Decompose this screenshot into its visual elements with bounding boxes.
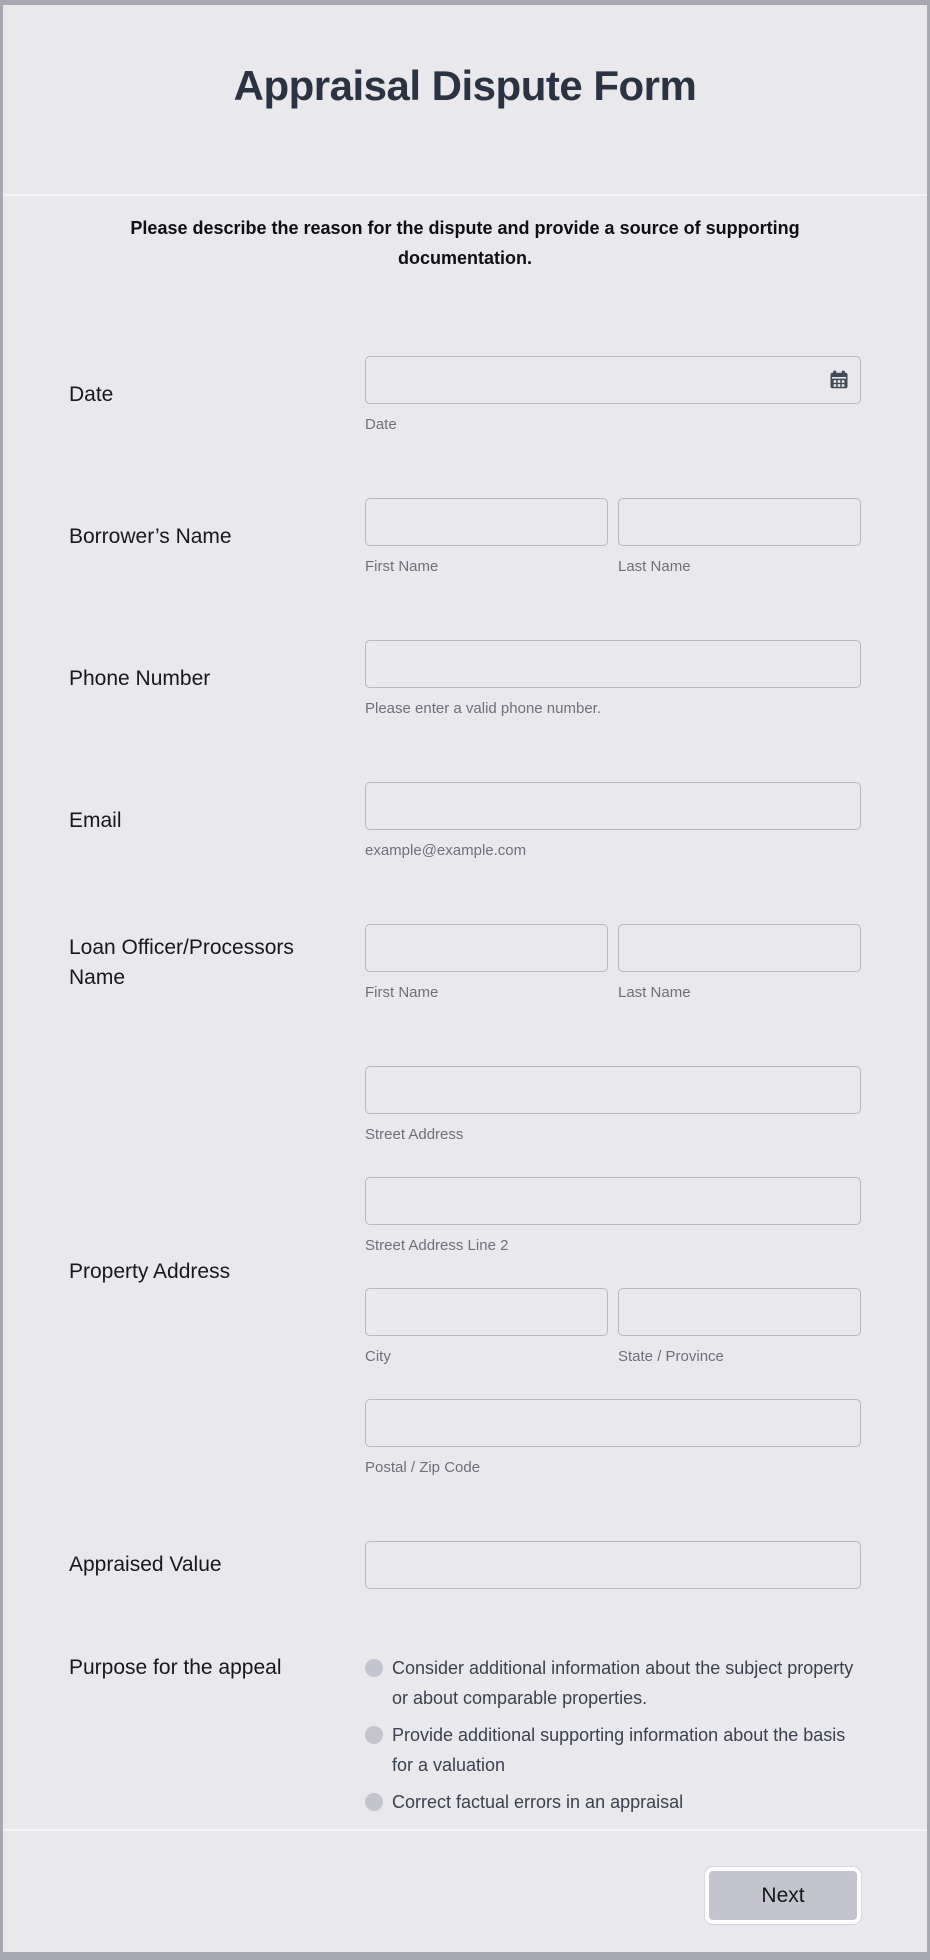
field-row-property-address bbox=[69, 1066, 861, 1477]
next-button[interactable]: Next bbox=[705, 1867, 861, 1924]
purpose-option-2-label: Provide additional supporting information about the basis for a valuation bbox=[392, 1725, 846, 1775]
field-row-purpose bbox=[69, 1653, 861, 1817]
calendar-icon-glyph bbox=[828, 369, 850, 391]
state-province-sublabel: State / Province bbox=[618, 1348, 724, 1365]
city-sublabel: City bbox=[365, 1348, 391, 1365]
appraised-value-label: Appraised Value bbox=[69, 1553, 222, 1576]
purpose-option-1[interactable] bbox=[365, 1653, 861, 1713]
page-title: Appraisal Dispute Form bbox=[233, 62, 697, 109]
state-province-input[interactable] bbox=[618, 1288, 861, 1336]
field-row-phone bbox=[69, 640, 861, 718]
radio-button-icon[interactable] bbox=[365, 1793, 383, 1811]
phone-sublabel: Please enter a valid phone number. bbox=[365, 700, 601, 717]
phone-label: Phone Number bbox=[69, 667, 211, 690]
purpose-option-2[interactable] bbox=[365, 1720, 861, 1780]
form-body bbox=[3, 273, 927, 1817]
purpose-options bbox=[365, 1653, 861, 1817]
field-row-appraised-value bbox=[69, 1541, 861, 1589]
phone-input[interactable] bbox=[365, 640, 861, 688]
date-input[interactable] bbox=[365, 356, 861, 404]
purpose-label: Purpose for the appeal bbox=[69, 1656, 282, 1679]
email-sublabel: example@example.com bbox=[365, 842, 527, 859]
purpose-option-1-label: Consider additional information about the subject property or about comparable properties. bbox=[392, 1658, 854, 1708]
property-address-label: Property Address bbox=[69, 1259, 231, 1283]
field-row-date bbox=[69, 356, 861, 434]
purpose-option-3-label: Correct factual errors in an appraisal bbox=[392, 1792, 684, 1812]
loan-officer-last-name-input[interactable] bbox=[618, 924, 861, 972]
street-address-input[interactable] bbox=[365, 1066, 861, 1114]
email-input[interactable] bbox=[365, 782, 861, 830]
borrower-first-name-input[interactable] bbox=[365, 498, 608, 546]
borrower-first-name-sublabel: First Name bbox=[365, 558, 439, 575]
loan-officer-first-name-sublabel: First Name bbox=[365, 984, 439, 1001]
street-address-line2-input[interactable] bbox=[365, 1177, 861, 1225]
street-address-sublabel: Street Address bbox=[365, 1126, 464, 1143]
radio-button-icon[interactable] bbox=[365, 1659, 383, 1677]
date-sublabel: Date bbox=[365, 416, 397, 433]
street-address-line2-sublabel: Street Address Line 2 bbox=[365, 1237, 509, 1254]
borrower-name-label: Borrower’s Name bbox=[69, 525, 232, 548]
calendar-icon[interactable] bbox=[828, 369, 850, 391]
form-description: Please describe the reason for the dispute and provide a source of supporting documentation. bbox=[130, 218, 800, 268]
borrower-last-name-input[interactable] bbox=[618, 498, 861, 546]
loan-officer-last-name-sublabel: Last Name bbox=[618, 984, 691, 1001]
postal-zip-input[interactable] bbox=[365, 1399, 861, 1447]
field-row-loan-officer bbox=[69, 924, 861, 1002]
field-row-borrower-name bbox=[69, 498, 861, 576]
postal-zip-sublabel: Postal / Zip Code bbox=[365, 1459, 481, 1476]
form-footer bbox=[3, 1831, 927, 1956]
form-header bbox=[3, 5, 927, 196]
radio-button-icon[interactable] bbox=[365, 1726, 383, 1744]
purpose-option-3[interactable] bbox=[365, 1787, 861, 1817]
date-label: Date bbox=[69, 383, 114, 406]
loan-officer-label: Loan Officer/Processors Name bbox=[69, 936, 294, 989]
loan-officer-first-name-input[interactable] bbox=[365, 924, 608, 972]
borrower-last-name-sublabel: Last Name bbox=[618, 558, 691, 575]
field-row-email bbox=[69, 782, 861, 860]
appraised-value-input[interactable] bbox=[365, 1541, 861, 1589]
email-label: Email bbox=[69, 809, 122, 832]
city-input[interactable] bbox=[365, 1288, 608, 1336]
